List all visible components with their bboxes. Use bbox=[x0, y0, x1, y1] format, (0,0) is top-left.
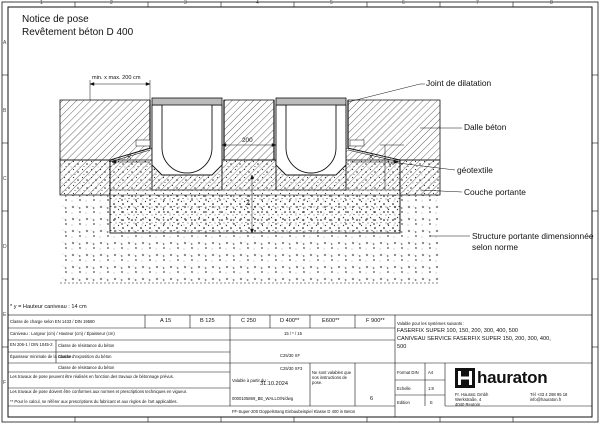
valid-title: Valable pour les systèmes suivants : bbox=[397, 321, 465, 326]
dim-value: 15 / * / 15 bbox=[284, 331, 302, 336]
slab-left bbox=[60, 100, 150, 160]
grid-col-2: 2 bbox=[110, 0, 113, 6]
class-c250: C 250 bbox=[241, 318, 256, 324]
grid-row-f: F bbox=[3, 380, 7, 386]
slab-middle bbox=[224, 100, 274, 160]
footnote: * y = Hauteur caniveau : 14 cm bbox=[10, 304, 87, 310]
valid-l3: 500 bbox=[397, 344, 407, 350]
brand-phone: Tél +33 4 298 95 18 bbox=[530, 392, 568, 397]
row-resistance-2: Classe de résistance du béton bbox=[58, 365, 115, 370]
row-exposure: Classe d'exposition du béton bbox=[58, 354, 112, 359]
grating-right bbox=[276, 98, 346, 105]
row-dims: Caniveau : Largeur (cm) / Hauteur (cm) / Épaisseur (cm) bbox=[10, 331, 115, 336]
dim-x-left: X bbox=[127, 154, 132, 161]
scale-value: 1:8 bbox=[428, 386, 434, 391]
class-f900: F 900** bbox=[366, 318, 385, 324]
grid-col-4: 4 bbox=[256, 0, 259, 6]
hauraton-logo-icon bbox=[455, 368, 475, 388]
note-1: Les travaux de pose peuvent être réalisés en fonction des travaux de bétonnage prévus. bbox=[10, 374, 174, 379]
grid-row-b: B bbox=[3, 108, 7, 114]
brand-addr2: Werkstraße, 4 bbox=[455, 397, 482, 402]
row-en206: EN 206-1 / DIN 1045-2 bbox=[10, 342, 53, 347]
label-dalle: Dalle béton bbox=[464, 122, 507, 132]
note-3: ** Pour le calcul, se référer aux prescriptions du fabricant et aux règles de l'art applicables. bbox=[10, 399, 178, 404]
grid-col-3: 3 bbox=[184, 0, 187, 6]
class-b125: B 125 bbox=[200, 318, 215, 324]
grid-col-7: 7 bbox=[476, 0, 479, 6]
grid-row-a: A bbox=[3, 40, 7, 46]
grid-col-8: 8 bbox=[550, 0, 553, 6]
brand-addr3: 4040 Reutom bbox=[455, 402, 481, 407]
dim-z: Z bbox=[246, 200, 250, 207]
note-2: Les travaux de pose doivent être conformes aux normes et prescriptions techniques en vigueur. bbox=[10, 389, 188, 394]
valid-l1: FASERFIX SUPER 100, 150, 200, 300, 400, 500 bbox=[397, 328, 518, 334]
valid-from: 31.10.2024 bbox=[260, 381, 288, 387]
label-geotextile: géotextile bbox=[457, 165, 493, 175]
valid-from-label: Valable à partir du : bbox=[232, 378, 269, 383]
page-number: 6 bbox=[370, 396, 374, 402]
label-structure-2: selon norme bbox=[472, 242, 519, 252]
class-d400: D 400** bbox=[280, 318, 300, 324]
row-resistance: Classe de résistance du béton bbox=[58, 343, 115, 348]
grid-col-6: 6 bbox=[402, 0, 405, 6]
valid-l2: CANIVEAU SERVICE FASERFIX SUPER 150, 200, 300, 400, bbox=[397, 336, 551, 342]
format-value: A4 bbox=[428, 370, 434, 375]
grid-row-d: D bbox=[3, 244, 7, 250]
label-couche: Couche portante bbox=[464, 187, 526, 197]
row-load-class: Classe de charge selon EN 1433 / DIN 19580 bbox=[10, 319, 95, 324]
label-joint: Joint de dilatation bbox=[426, 78, 492, 88]
edition-label: Edition bbox=[397, 400, 410, 405]
brand-addr1: Fr. Hauratc Gmbh bbox=[455, 392, 489, 397]
dim-x-right: X bbox=[369, 154, 374, 161]
grid-row-c: C bbox=[3, 176, 7, 182]
label-structure-1: Structure portante dimensionnée bbox=[472, 231, 594, 241]
class-e600: E600** bbox=[322, 318, 340, 324]
val-c25-xf3: C25/30 XF3 bbox=[280, 366, 303, 371]
grating-left bbox=[152, 98, 222, 105]
title-line2: Revêtement béton D 400 bbox=[22, 27, 134, 38]
doc-number: 0000105869_BE_WALLO/N/dwg bbox=[232, 396, 294, 401]
slab-right bbox=[348, 100, 440, 160]
row-thickness: Épaisseur minimale de la couche bbox=[10, 354, 72, 359]
dim-top: min. x max. 200 cm bbox=[92, 75, 141, 81]
val-c25: C25/30 XF bbox=[280, 353, 301, 358]
format-label: Format DIN bbox=[397, 370, 419, 375]
dim-y: Y bbox=[388, 162, 393, 169]
brand-name: hauraton bbox=[477, 368, 548, 387]
caption: FF-Super-200 Doppelstrang Einbaubeispiel Klasse D 400 in Beton bbox=[232, 409, 356, 414]
grid-row-e: E bbox=[3, 312, 7, 318]
edition-value: E bbox=[430, 400, 433, 405]
scale-label: Echelle bbox=[397, 386, 411, 391]
no-notice: Ne sont valables que nos instructions de pose. bbox=[312, 370, 352, 385]
brand-email: info@hauraton.fr bbox=[530, 397, 562, 402]
title-line1: Notice de pose bbox=[22, 14, 89, 25]
dim-mid: 200 bbox=[242, 137, 253, 144]
grid-col-1: 1 bbox=[40, 0, 43, 6]
grid-col-5: 5 bbox=[330, 0, 333, 6]
class-a15: A 15 bbox=[160, 318, 172, 324]
